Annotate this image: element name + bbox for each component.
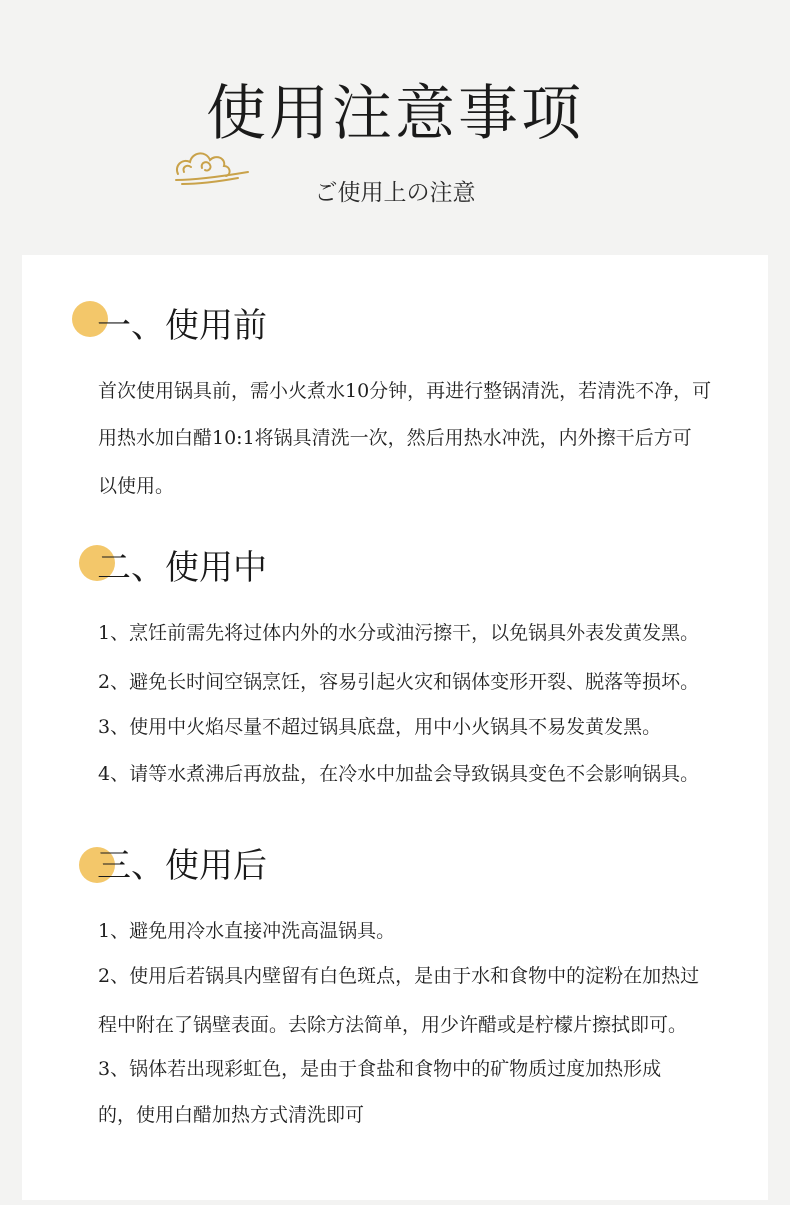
text-line: 3、锅体若出现彩虹色，是由于食盐和食物中的矿物质过度加热形成 bbox=[98, 1058, 662, 1080]
section-title-before-use bbox=[97, 306, 267, 346]
section-title-text: 二、使用中 bbox=[97, 548, 267, 588]
header bbox=[0, 0, 790, 255]
section-title-text: 三、使用后 bbox=[97, 846, 267, 886]
text-line: 3、使用中火焰尽量不超过锅具底盘，用中小火锅具不易发黄发黑。 bbox=[98, 716, 662, 738]
content-card bbox=[22, 255, 768, 1200]
text-line: 2、避免长时间空锅烹饪，容易引起火灾和锅体变形开裂、脱落等损坏。 bbox=[98, 671, 700, 693]
text-line: 以使用。 bbox=[98, 475, 175, 497]
section-title-during-use bbox=[97, 548, 267, 588]
text-line: 用热水加白醋10:1将锅具清洗一次，然后用热水冲洗，内外擦干后方可 bbox=[98, 427, 692, 449]
text-line: 程中附在了锅壁表面。去除方法简单，用少许醋或是柠檬片擦拭即可。 bbox=[98, 1014, 688, 1036]
text-line: 4、请等水煮沸后再放盐，在冷水中加盐会导致锅具变色不会影响锅具。 bbox=[98, 763, 700, 785]
section-title-after-use bbox=[97, 846, 267, 886]
text-line: 1、避免用冷水直接冲洗高温锅具。 bbox=[98, 920, 396, 942]
text-line: 1、烹饪前需先将过体内外的水分或油污擦干，以免锅具外表发黄发黑。 bbox=[98, 622, 700, 644]
text-line: 2、使用后若锅具内壁留有白色斑点，是由于水和食物中的淀粉在加热过 bbox=[98, 965, 700, 987]
page-title: 使用注意事项 bbox=[206, 79, 584, 149]
section-title-text: 一、使用前 bbox=[97, 306, 267, 346]
text-line: 首次使用锅具前，需小火煮水10分钟，再进行整锅清洗，若清洗不净，可 bbox=[98, 380, 712, 402]
page-subtitle: ご使用上の注意 bbox=[314, 180, 476, 206]
text-line: 的，使用白醋加热方式清洗即可 bbox=[98, 1104, 365, 1126]
